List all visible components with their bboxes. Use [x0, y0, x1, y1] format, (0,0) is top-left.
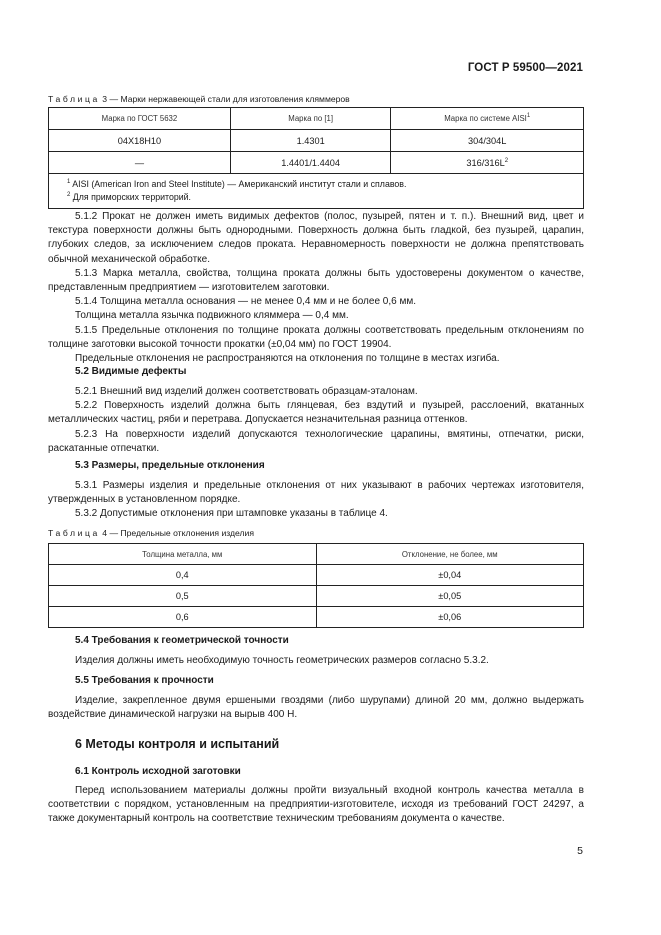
- paragraph: 5.2.1 Внешний вид изделий должен соответствовать образцам-эталонам.: [75, 386, 418, 397]
- table3-notes-row: [49, 174, 584, 209]
- table-cell: ±0,05: [316, 586, 584, 607]
- section-5-4-paragraph: [48, 654, 584, 668]
- table-cell: 1.4301: [230, 130, 391, 152]
- table4-caption-prefix: Таблица: [48, 528, 100, 538]
- paragraph: 5.1.2 Прокат не должен иметь видимых дефектов (полос, пузырей, пятен и т. п.). Внешний вид, цвет и текстура поверхности должны быть однородными. Поверхность должна быть гладкой, без пузырей, царапин, глубоких следов, за исключением следов проката. Неравномерность поверхности не должна препятствовать обычной механической обработке.: [48, 211, 584, 265]
- table-cell: ±0,06: [316, 607, 584, 628]
- note-text: Для приморских территорий.: [70, 192, 192, 202]
- table-cell: —: [49, 152, 231, 174]
- table3-note: [67, 178, 577, 191]
- note-sup: 1: [67, 179, 71, 185]
- table-cell: 0,4: [49, 565, 317, 586]
- table-cell-text: 316/316L: [466, 157, 505, 168]
- table-row: [49, 586, 584, 607]
- paragraph: 5.1.3 Марка металла, свойства, толщина проката должны быть удостоверены документом о качестве, представленным предприятием — изготовителем заготовки.: [48, 267, 584, 294]
- section-5-3-paragraphs: [48, 479, 584, 522]
- table-cell-sup: 2: [504, 157, 509, 164]
- paragraph: 5.2.2 Поверхность изделий должна быть глянцевая, без вздутий и пузырей, расслоений, вкатанных металлических частиц, ряби и перетрава. Допускается незначительная разница оттенков.: [48, 400, 584, 426]
- paragraph: 5.3.1 Размеры изделия и предельные отклонения от них указывают в рабочих чертежах изготовителя, утвержденных в установленном порядке.: [48, 480, 584, 506]
- section-5-2-heading: 5.2 Видимые дефекты: [75, 366, 187, 377]
- table-row: [49, 565, 584, 586]
- section-5-5-paragraph: [48, 694, 584, 722]
- section-6-heading: 6 Методы контроля и испытаний: [75, 737, 280, 751]
- paragraph: Предельные отклонения не распространяются на отклонения по толщине в местах изгиба.: [75, 353, 500, 365]
- table-row: [49, 152, 584, 174]
- paragraph: 5.3.2 Допустимые отклонения при штамповке указаны в таблице 4.: [75, 508, 388, 520]
- table-row: [49, 130, 584, 152]
- paragraph: Толщина металла язычка подвижного кляммера — 0,4 мм.: [75, 310, 349, 322]
- table3-col-aisi-sup: 1: [526, 113, 531, 119]
- table3-header-row: [49, 108, 584, 130]
- table3-caption-text: 3 — Марки нержавеющей стали для изготовления кляммеров: [99, 94, 350, 104]
- section-5-1-paragraphs: [48, 210, 584, 366]
- section-5-5-heading: 5.5 Требования к прочности: [75, 675, 214, 686]
- table-cell: 1.4401/1.4404: [230, 152, 391, 174]
- table4-col-deviation: Отклонение, не более, мм: [316, 544, 584, 565]
- table3-notes: [49, 174, 584, 209]
- table3-col-aisi-label: Марка по системе AISI: [444, 114, 527, 123]
- section-6-1-paragraph: [48, 784, 584, 827]
- table3-col-ref1: Марка по [1]: [230, 108, 391, 130]
- paragraph: 5.1.5 Предельные отклонения по толщине проката должны соответствовать предельным отклонениям по толщине заготовки высокой точности прокатки (±0,04 мм) по ГОСТ 19904.: [48, 324, 584, 350]
- paragraph: 5.2.3 На поверхности изделий допускаются технологические царапины, вмятины, отпечатки, риски, раскатанные отпечатки.: [48, 428, 584, 454]
- paragraph: Изделие, закрепленное двумя ершеными гвоздями (либо шурупами) длиной 20 мм, должно выдержать воздействие динамической нагрузки на вырыв 400 Н.: [48, 695, 584, 721]
- page-number: 5: [577, 845, 583, 857]
- document-header: ГОСТ Р 59500—2021: [467, 62, 583, 74]
- table3-col-gost: Марка по ГОСТ 5632: [49, 108, 231, 130]
- table-cell: [391, 152, 584, 174]
- paragraph: 5.1.4 Толщина металла основания — не менее 0,4 мм и не более 0,6 мм.: [75, 296, 417, 308]
- table-row: [49, 607, 584, 628]
- table3-note: [67, 191, 577, 204]
- table3-caption-prefix: Таблица: [48, 94, 100, 104]
- table4-col-thickness: Толщина металла, мм: [49, 544, 317, 565]
- section-5-4-heading: 5.4 Требования к геометрической точности: [75, 635, 289, 646]
- table-cell: 304/304L: [391, 130, 584, 152]
- table-cell: 04Х18Н10: [49, 130, 231, 152]
- paragraph: Изделия должны иметь необходимую точность геометрических размеров согласно 5.3.2.: [75, 655, 489, 666]
- table4-caption: [48, 528, 254, 538]
- table4-caption-text: 4 — Предельные отклонения изделия: [99, 528, 254, 538]
- note-sup: 2: [67, 192, 71, 198]
- table3: [48, 107, 584, 209]
- note-text: AISI (American Iron and Steel Institute) — Американский институт стали и сплавов.: [70, 179, 407, 189]
- paragraph: Перед использованием материалы должны пройти визуальный входной контроль качества металла в соответствии с порядком, установленным на предприятии-изготовителе, исходя из требований ГОСТ 24297, а также документарный контроль на соответствие техническим требованиям документа о качестве.: [48, 785, 584, 825]
- section-5-2-paragraphs: [48, 385, 584, 456]
- section-5-3-heading: 5.3 Размеры, предельные отклонения: [75, 460, 265, 471]
- table-cell: 0,5: [49, 586, 317, 607]
- table4: [48, 543, 584, 628]
- table3-caption: [48, 94, 350, 104]
- table4-header-row: [49, 544, 584, 565]
- section-6-1-heading: 6.1 Контроль исходной заготовки: [75, 766, 241, 777]
- table-cell: 0,6: [49, 607, 317, 628]
- table-cell: ±0,04: [316, 565, 584, 586]
- table3-col-aisi: [391, 108, 584, 130]
